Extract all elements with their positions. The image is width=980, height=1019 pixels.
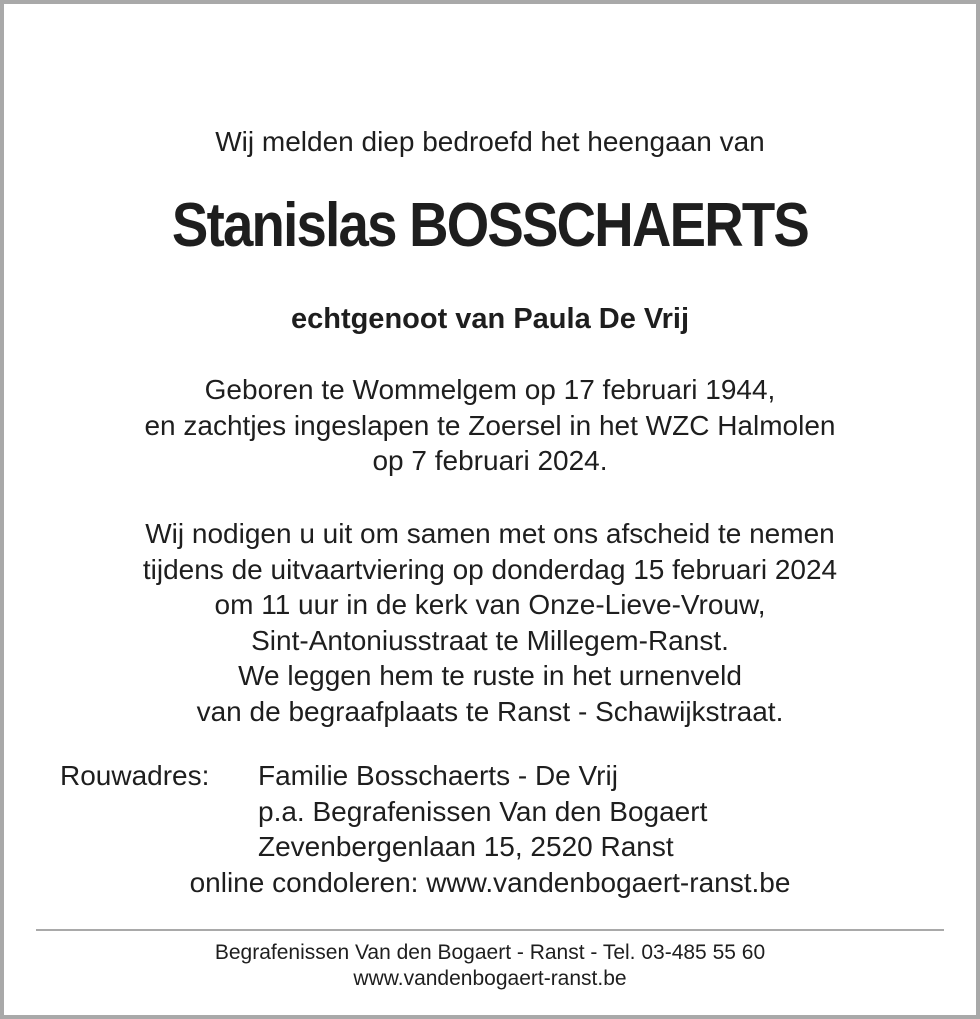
footer-website: www.vandenbogaert-ranst.be: [353, 967, 627, 990]
birth-death-line: en zachtjes ingeslapen te Zoersel in het WZC Halmolen: [144, 409, 836, 441]
service-paragraph: [0, 516, 980, 729]
service-line: We leggen hem te ruste in het urnenveld: [238, 660, 742, 691]
service-line: tijdens de uitvaartviering op donderdag 15 februari 2024: [142, 553, 838, 585]
mourning-address: [258, 758, 707, 865]
birth-death-paragraph: [0, 372, 980, 479]
birth-death-line: op 7 februari 2024.: [372, 445, 608, 476]
service-line: om 11 uur in de kerk van Onze-Lieve-Vrouw,: [214, 589, 766, 620]
spouse-line: echtgenoot van Paula De Vrij: [290, 303, 690, 335]
online-condolences: online condoleren: www.vandenbogaert-ranst.be: [189, 867, 791, 898]
footer-contact: Begrafenissen Van den Bogaert - Ranst - Tel. 03-485 55 60: [214, 941, 766, 964]
deceased-name: Stanislas BOSSCHAERTS: [171, 191, 809, 260]
mourning-address-label: Rouwadres:: [60, 760, 210, 791]
service-line: van de begraafplaats te Ranst - Schawijkstraat.: [196, 695, 784, 727]
service-line: Sint-Antoniusstraat te Millegem-Ranst.: [251, 624, 729, 656]
address-line: Zevenbergenlaan 15, 2520 Ranst: [258, 831, 674, 862]
birth-death-line: Geboren te Wommelgem op 17 februari 1944,: [204, 374, 776, 405]
address-line: p.a. Begrafenissen Van den Bogaert: [258, 795, 708, 827]
service-line: Wij nodigen u uit om samen met ons afscheid te nemen: [145, 518, 835, 549]
footer-divider: [36, 929, 944, 931]
intro-text: Wij melden diep bedroefd het heengaan van: [215, 126, 765, 157]
address-line: Familie Bosschaerts - De Vrij: [258, 760, 618, 791]
footer: [0, 940, 980, 992]
